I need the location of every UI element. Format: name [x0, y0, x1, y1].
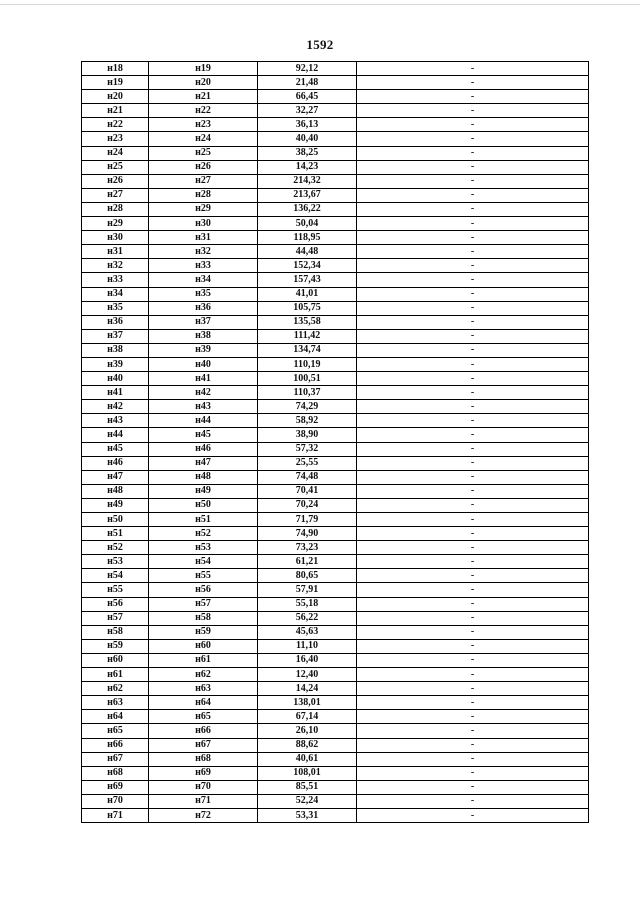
table-row	[82, 682, 589, 696]
table-row	[82, 583, 589, 597]
to-point-cell: н55	[149, 569, 258, 583]
to-point-cell: н26	[149, 160, 258, 174]
distance-cell: 111,42	[258, 329, 357, 343]
distance-cell: 12,40	[258, 668, 357, 682]
distance-cell: 58,92	[258, 414, 357, 428]
distance-cell: 118,95	[258, 231, 357, 245]
to-point-cell: н46	[149, 442, 258, 456]
note-cell: -	[357, 160, 589, 174]
to-point-cell: н44	[149, 414, 258, 428]
note-cell: -	[357, 583, 589, 597]
from-point-cell: н44	[82, 428, 149, 442]
table-row	[82, 513, 589, 527]
note-cell: -	[357, 808, 589, 822]
from-point-cell: н60	[82, 653, 149, 667]
table-row	[82, 386, 589, 400]
to-point-cell: н60	[149, 639, 258, 653]
note-cell: -	[357, 118, 589, 132]
note-cell: -	[357, 188, 589, 202]
note-cell: -	[357, 752, 589, 766]
distance-cell: 213,67	[258, 188, 357, 202]
from-point-cell: н25	[82, 160, 149, 174]
to-point-cell: н68	[149, 752, 258, 766]
table-row	[82, 555, 589, 569]
distance-cell: 71,79	[258, 513, 357, 527]
table-row	[82, 132, 589, 146]
to-point-cell: н58	[149, 611, 258, 625]
table-row	[82, 245, 589, 259]
distance-cell: 41,01	[258, 287, 357, 301]
from-point-cell: н24	[82, 146, 149, 160]
table-row	[82, 696, 589, 710]
to-point-cell: н22	[149, 104, 258, 118]
to-point-cell: н47	[149, 456, 258, 470]
note-cell: -	[357, 470, 589, 484]
distance-cell: 136,22	[258, 202, 357, 216]
from-point-cell: н46	[82, 456, 149, 470]
table-row	[82, 625, 589, 639]
table-row	[82, 357, 589, 371]
to-point-cell: н21	[149, 90, 258, 104]
distance-cell: 50,04	[258, 217, 357, 231]
table-row	[82, 188, 589, 202]
distance-cell: 16,40	[258, 653, 357, 667]
note-cell: -	[357, 710, 589, 724]
table-row	[82, 160, 589, 174]
distance-cell: 52,24	[258, 794, 357, 808]
distance-cell: 61,21	[258, 555, 357, 569]
note-cell: -	[357, 513, 589, 527]
note-cell: -	[357, 202, 589, 216]
from-point-cell: н18	[82, 62, 149, 76]
table-row	[82, 118, 589, 132]
table-row	[82, 104, 589, 118]
from-point-cell: н20	[82, 90, 149, 104]
table-row	[82, 668, 589, 682]
to-point-cell: н28	[149, 188, 258, 202]
table-row	[82, 217, 589, 231]
from-point-cell: н54	[82, 569, 149, 583]
distance-cell: 70,41	[258, 484, 357, 498]
note-cell: -	[357, 273, 589, 287]
from-point-cell: н30	[82, 231, 149, 245]
note-cell: -	[357, 76, 589, 90]
distance-cell: 55,18	[258, 597, 357, 611]
from-point-cell: н43	[82, 414, 149, 428]
note-cell: -	[357, 766, 589, 780]
note-cell: -	[357, 90, 589, 104]
from-point-cell: н37	[82, 329, 149, 343]
from-point-cell: н59	[82, 639, 149, 653]
distance-cell: 36,13	[258, 118, 357, 132]
distance-cell: 44,48	[258, 245, 357, 259]
note-cell: -	[357, 498, 589, 512]
distance-cell: 67,14	[258, 710, 357, 724]
note-cell: -	[357, 555, 589, 569]
distance-cell: 70,24	[258, 498, 357, 512]
to-point-cell: н54	[149, 555, 258, 569]
from-point-cell: н33	[82, 273, 149, 287]
to-point-cell: н51	[149, 513, 258, 527]
from-point-cell: н38	[82, 343, 149, 357]
distance-cell: 100,51	[258, 372, 357, 386]
note-cell: -	[357, 738, 589, 752]
note-cell: -	[357, 682, 589, 696]
from-point-cell: н47	[82, 470, 149, 484]
distance-cell: 66,45	[258, 90, 357, 104]
table-row	[82, 62, 589, 76]
to-point-cell: н57	[149, 597, 258, 611]
to-point-cell: н56	[149, 583, 258, 597]
table-row	[82, 653, 589, 667]
table-row	[82, 752, 589, 766]
note-cell: -	[357, 301, 589, 315]
note-cell: -	[357, 217, 589, 231]
from-point-cell: н51	[82, 527, 149, 541]
distance-cell: 14,23	[258, 160, 357, 174]
to-point-cell: н64	[149, 696, 258, 710]
note-cell: -	[357, 456, 589, 470]
page-number: 1592	[306, 37, 334, 52]
to-point-cell: н41	[149, 372, 258, 386]
from-point-cell: н39	[82, 357, 149, 371]
to-point-cell: н67	[149, 738, 258, 752]
note-cell: -	[357, 484, 589, 498]
distance-cell: 110,37	[258, 386, 357, 400]
distance-cell: 40,40	[258, 132, 357, 146]
table-row	[82, 808, 589, 822]
note-cell: -	[357, 780, 589, 794]
from-point-cell: н52	[82, 541, 149, 555]
to-point-cell: н42	[149, 386, 258, 400]
distance-cell: 45,63	[258, 625, 357, 639]
to-point-cell: н39	[149, 343, 258, 357]
note-cell: -	[357, 231, 589, 245]
table-row	[82, 470, 589, 484]
from-point-cell: н56	[82, 597, 149, 611]
table-row	[82, 569, 589, 583]
from-point-cell: н28	[82, 202, 149, 216]
table-row	[82, 541, 589, 555]
to-point-cell: н49	[149, 484, 258, 498]
distance-cell: 25,55	[258, 456, 357, 470]
table-row	[82, 273, 589, 287]
from-point-cell: н45	[82, 442, 149, 456]
table-row	[82, 611, 589, 625]
to-point-cell: н40	[149, 357, 258, 371]
from-point-cell: н21	[82, 104, 149, 118]
distance-cell: 105,75	[258, 301, 357, 315]
table-row	[82, 597, 589, 611]
to-point-cell: н23	[149, 118, 258, 132]
note-cell: -	[357, 611, 589, 625]
table-row	[82, 343, 589, 357]
from-point-cell: н27	[82, 188, 149, 202]
table-row	[82, 231, 589, 245]
from-point-cell: н34	[82, 287, 149, 301]
table-row	[82, 794, 589, 808]
distance-cell: 110,19	[258, 357, 357, 371]
distance-cell: 38,25	[258, 146, 357, 160]
note-cell: -	[357, 625, 589, 639]
table-row	[82, 146, 589, 160]
note-cell: -	[357, 343, 589, 357]
table-body	[82, 62, 589, 823]
note-cell: -	[357, 174, 589, 188]
note-cell: -	[357, 146, 589, 160]
to-point-cell: н61	[149, 653, 258, 667]
from-point-cell: н49	[82, 498, 149, 512]
table-row	[82, 498, 589, 512]
distance-cell: 74,29	[258, 400, 357, 414]
note-cell: -	[357, 132, 589, 146]
from-point-cell: н23	[82, 132, 149, 146]
from-point-cell: н29	[82, 217, 149, 231]
distance-cell: 14,24	[258, 682, 357, 696]
note-cell: -	[357, 414, 589, 428]
distance-cell: 108,01	[258, 766, 357, 780]
distance-cell: 157,43	[258, 273, 357, 287]
distance-cell: 138,01	[258, 696, 357, 710]
table-row	[82, 639, 589, 653]
note-cell: -	[357, 442, 589, 456]
table-row	[82, 780, 589, 794]
distance-cell: 92,12	[258, 62, 357, 76]
from-point-cell: н57	[82, 611, 149, 625]
note-cell: -	[357, 329, 589, 343]
to-point-cell: н33	[149, 259, 258, 273]
to-point-cell: н66	[149, 724, 258, 738]
table-row	[82, 76, 589, 90]
table-row	[82, 414, 589, 428]
to-point-cell: н29	[149, 202, 258, 216]
to-point-cell: н24	[149, 132, 258, 146]
distance-cell: 57,32	[258, 442, 357, 456]
table-row	[82, 259, 589, 273]
top-divider	[0, 4, 640, 5]
to-point-cell: н72	[149, 808, 258, 822]
to-point-cell: н50	[149, 498, 258, 512]
distance-cell: 73,23	[258, 541, 357, 555]
from-point-cell: н67	[82, 752, 149, 766]
from-point-cell: н41	[82, 386, 149, 400]
note-cell: -	[357, 400, 589, 414]
table-row	[82, 90, 589, 104]
note-cell: -	[357, 653, 589, 667]
from-point-cell: н32	[82, 259, 149, 273]
to-point-cell: н65	[149, 710, 258, 724]
to-point-cell: н48	[149, 470, 258, 484]
to-point-cell: н69	[149, 766, 258, 780]
note-cell: -	[357, 569, 589, 583]
to-point-cell: н70	[149, 780, 258, 794]
note-cell: -	[357, 104, 589, 118]
from-point-cell: н68	[82, 766, 149, 780]
note-cell: -	[357, 386, 589, 400]
distance-cell: 214,32	[258, 174, 357, 188]
distance-cell: 74,48	[258, 470, 357, 484]
from-point-cell: н26	[82, 174, 149, 188]
note-cell: -	[357, 724, 589, 738]
table-row	[82, 484, 589, 498]
to-point-cell: н20	[149, 76, 258, 90]
table-row	[82, 738, 589, 752]
distance-cell: 40,61	[258, 752, 357, 766]
to-point-cell: н52	[149, 527, 258, 541]
from-point-cell: н65	[82, 724, 149, 738]
note-cell: -	[357, 794, 589, 808]
table-row	[82, 710, 589, 724]
to-point-cell: н27	[149, 174, 258, 188]
table-row	[82, 766, 589, 780]
to-point-cell: н31	[149, 231, 258, 245]
table-row	[82, 442, 589, 456]
from-point-cell: н69	[82, 780, 149, 794]
to-point-cell: н25	[149, 146, 258, 160]
note-cell: -	[357, 287, 589, 301]
from-point-cell: н58	[82, 625, 149, 639]
from-point-cell: н19	[82, 76, 149, 90]
table-row	[82, 315, 589, 329]
table-row	[82, 174, 589, 188]
distance-cell: 32,27	[258, 104, 357, 118]
note-cell: -	[357, 372, 589, 386]
note-cell: -	[357, 639, 589, 653]
to-point-cell: н30	[149, 217, 258, 231]
distance-cell: 152,34	[258, 259, 357, 273]
note-cell: -	[357, 428, 589, 442]
to-point-cell: н34	[149, 273, 258, 287]
from-point-cell: н63	[82, 696, 149, 710]
distance-cell: 74,90	[258, 527, 357, 541]
to-point-cell: н53	[149, 541, 258, 555]
note-cell: -	[357, 62, 589, 76]
distance-cell: 53,31	[258, 808, 357, 822]
note-cell: -	[357, 541, 589, 555]
coordinates-table	[81, 61, 589, 823]
table-row	[82, 329, 589, 343]
note-cell: -	[357, 315, 589, 329]
from-point-cell: н70	[82, 794, 149, 808]
to-point-cell: н37	[149, 315, 258, 329]
to-point-cell: н62	[149, 668, 258, 682]
distance-cell: 38,90	[258, 428, 357, 442]
distance-cell: 88,62	[258, 738, 357, 752]
distance-cell: 80,65	[258, 569, 357, 583]
from-point-cell: н35	[82, 301, 149, 315]
from-point-cell: н36	[82, 315, 149, 329]
from-point-cell: н55	[82, 583, 149, 597]
table-row	[82, 202, 589, 216]
to-point-cell: н32	[149, 245, 258, 259]
to-point-cell: н35	[149, 287, 258, 301]
from-point-cell: н64	[82, 710, 149, 724]
note-cell: -	[357, 357, 589, 371]
from-point-cell: н40	[82, 372, 149, 386]
distance-cell: 26,10	[258, 724, 357, 738]
from-point-cell: н71	[82, 808, 149, 822]
to-point-cell: н63	[149, 682, 258, 696]
from-point-cell: н31	[82, 245, 149, 259]
to-point-cell: н19	[149, 62, 258, 76]
from-point-cell: н61	[82, 668, 149, 682]
note-cell: -	[357, 245, 589, 259]
distance-cell: 134,74	[258, 343, 357, 357]
table-row	[82, 724, 589, 738]
from-point-cell: н62	[82, 682, 149, 696]
from-point-cell: н42	[82, 400, 149, 414]
table-row	[82, 400, 589, 414]
distance-cell: 135,58	[258, 315, 357, 329]
to-point-cell: н36	[149, 301, 258, 315]
note-cell: -	[357, 597, 589, 611]
to-point-cell: н59	[149, 625, 258, 639]
from-point-cell: н22	[82, 118, 149, 132]
to-point-cell: н38	[149, 329, 258, 343]
note-cell: -	[357, 668, 589, 682]
table-row	[82, 372, 589, 386]
from-point-cell: н66	[82, 738, 149, 752]
distance-cell: 11,10	[258, 639, 357, 653]
to-point-cell: н43	[149, 400, 258, 414]
from-point-cell: н53	[82, 555, 149, 569]
distance-cell: 57,91	[258, 583, 357, 597]
distance-cell: 21,48	[258, 76, 357, 90]
table-row	[82, 527, 589, 541]
to-point-cell: н45	[149, 428, 258, 442]
note-cell: -	[357, 259, 589, 273]
from-point-cell: н50	[82, 513, 149, 527]
to-point-cell: н71	[149, 794, 258, 808]
from-point-cell: н48	[82, 484, 149, 498]
table-row	[82, 456, 589, 470]
distance-cell: 85,51	[258, 780, 357, 794]
table-row	[82, 287, 589, 301]
note-cell: -	[357, 527, 589, 541]
table-row	[82, 428, 589, 442]
table-row	[82, 301, 589, 315]
distance-cell: 56,22	[258, 611, 357, 625]
note-cell: -	[357, 696, 589, 710]
